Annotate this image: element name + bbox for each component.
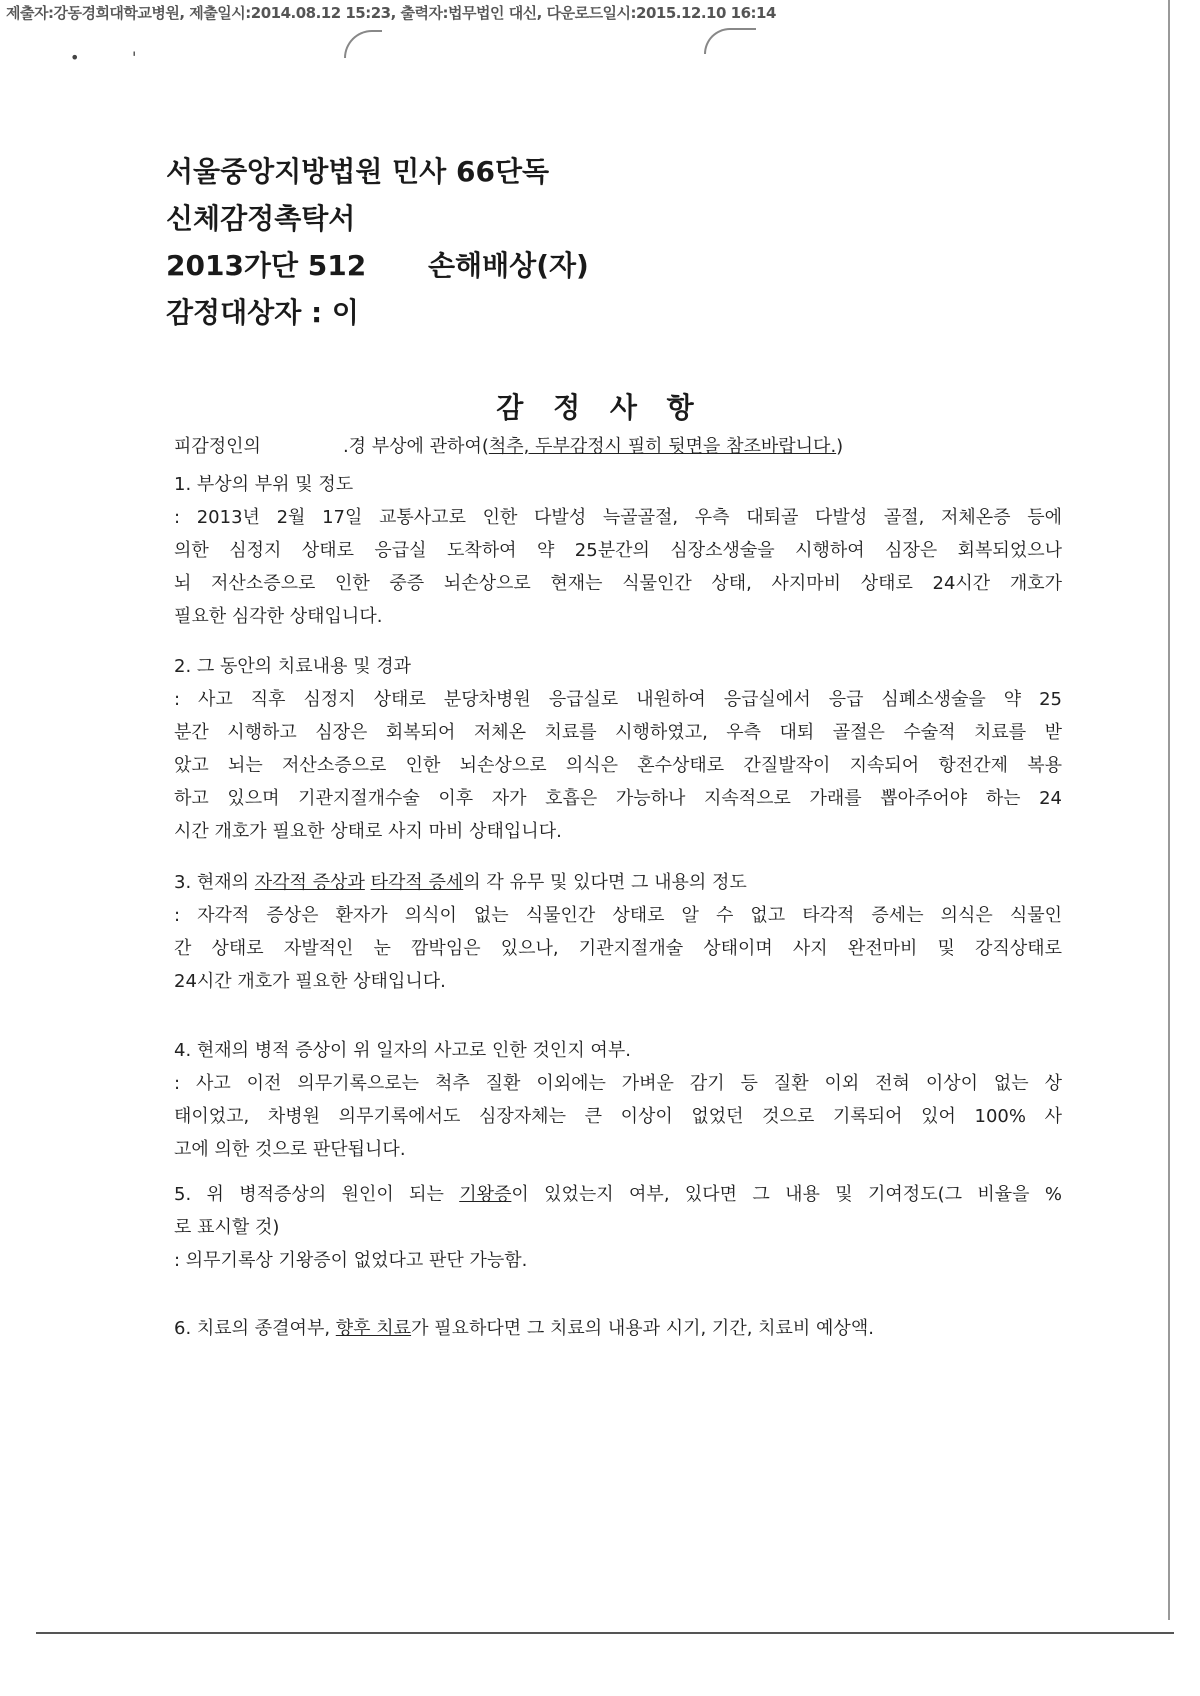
intro-post: ) — [836, 436, 844, 457]
item-heading: 2. 그 동안의 치료내용 및 경과 — [174, 656, 412, 677]
item-3 — [174, 866, 1062, 998]
appraisal-subject: 감정대상자 : 이 — [166, 296, 359, 329]
item-4 — [174, 1034, 1062, 1166]
item-line: 의한 심정지 상태로 응급실 도착하여 약 25분간의 심장소생술을 시행하여 심장은 회복되었으나 — [174, 540, 1062, 561]
item-line: 분간 시행하고 심장은 회복되어 저체온 치료를 시행하였고, 우측 대퇴 골절은 수술적 치료를 받 — [174, 722, 1062, 743]
page-bottom-rule — [36, 1632, 1174, 1634]
page-edge-rule — [1168, 0, 1170, 1620]
item-1 — [174, 468, 1062, 633]
intro-line — [174, 430, 1062, 463]
document-type: 신체감정촉탁서 — [166, 202, 356, 235]
item-line: 시간 개호가 필요한 상태로 사지 마비 상태입니다. — [174, 821, 562, 842]
item-line: : 사고 직후 심정지 상태로 분당차병원 응급실로 내원하여 응급실에서 응급 심폐소생술을 약 25 — [174, 689, 1062, 710]
item-line: : 자각적 증상은 환자가 의식이 없는 식물인간 상태로 알 수 없고 타각적 증세는 의식은 식물인 — [174, 905, 1062, 926]
heading-text: 5. 위 병적증상의 원인이 되는 — [174, 1184, 460, 1205]
submission-stamp-line: 제출자:강동경희대학교병원, 제출일시:2014.08.12 15:23, 출력자:법무법인 대신, 다운로드일시:2015.12.10 16:14 — [6, 4, 776, 22]
heading-underlined: 향후 치료 — [335, 1318, 412, 1339]
item-2 — [174, 650, 1062, 848]
page-mark-decoration — [704, 28, 756, 54]
item-heading: 1. 부상의 부위 및 정도 — [174, 474, 354, 495]
item-line: 태이었고, 차병원 의무기록에서도 심장자체는 큰 이상이 없었던 것으로 기록되어 있어 100% 사 — [174, 1106, 1062, 1127]
item-heading-continued: 로 표시할 것) — [174, 1217, 280, 1238]
heading-underlined: 자각적 증상과 — [254, 872, 365, 893]
case-number: 2013가단 512 — [166, 249, 367, 282]
item-line: 하고 있으며 기관지절개수술 이후 자가 호흡은 가능하나 지속적으로 가래를 뽑아주어야 하는 24 — [174, 788, 1062, 809]
section-title: 감 정 사 항 — [496, 391, 704, 424]
item-heading: 4. 현재의 병적 증상이 위 일자의 사고로 인한 것인지 여부. — [174, 1040, 631, 1061]
item-6 — [174, 1312, 1062, 1345]
case-line — [166, 242, 589, 289]
intro-underlined-note: 척추, 두부감정시 필히 뒷면을 참조바랍니다. — [488, 436, 837, 457]
page-mark-decoration — [344, 30, 382, 58]
item-line: : 사고 이전 의무기록으로는 척추 질환 이외에는 가벼운 감기 등 질환 이외 전혀 이상이 없는 상 — [174, 1073, 1062, 1094]
item-line: 뇌 저산소증으로 인한 중증 뇌손상으로 현재는 식물인간 상태, 사지마비 상태로 24시간 개호가 — [174, 573, 1062, 594]
case-type: 손해배상(자) — [428, 249, 589, 282]
heading-underlined: 기왕증 — [459, 1184, 512, 1205]
heading-text: 3. 현재의 — [174, 872, 255, 893]
heading-text: 6. 치료의 종결여부, — [174, 1318, 336, 1339]
document-header — [166, 148, 589, 336]
scan-speck: ' — [132, 48, 137, 67]
item-5 — [174, 1178, 1062, 1277]
item-heading — [174, 1178, 1062, 1211]
item-line: 간 상태로 자발적인 눈 깜박임은 있으나, 기관지절개술 상태이며 사지 완전마비 및 강직상태로 — [174, 938, 1062, 959]
heading-text: 의 각 유무 및 있다면 그 내용의 정도 — [463, 872, 747, 893]
item-line: : 2013년 2월 17일 교통사고로 인한 다발성 늑골골절, 우측 대퇴골 다발성 골절, 저체온증 등에 — [174, 507, 1062, 528]
heading-text: 가 필요하다면 그 치료의 내용과 시기, 기간, 치료비 예상액. — [411, 1318, 874, 1339]
scan-speck: • — [70, 48, 80, 67]
heading-text: 이 있었는지 여부, 있다면 그 내용 및 기여정도(그 비율을 % — [511, 1184, 1062, 1205]
item-heading — [174, 866, 1062, 899]
item-line: 필요한 심각한 상태입니다. — [174, 606, 383, 627]
item-line: 고에 의한 것으로 판단됩니다. — [174, 1139, 406, 1160]
item-heading — [174, 1312, 1062, 1345]
intro-mid: .경 부상에 관하여( — [342, 436, 489, 457]
heading-underlined: 타각적 증세 — [370, 872, 464, 893]
item-line: 았고 뇌는 저산소증으로 인한 뇌손상으로 의식은 혼수상태로 간질발작이 지속되어 항전간제 복용 — [174, 755, 1062, 776]
intro-pre: 피감정인의 — [174, 436, 261, 457]
item-line: : 의무기록상 기왕증이 없었다고 판단 가능함. — [174, 1250, 528, 1271]
item-line: 24시간 개호가 필요한 상태입니다. — [174, 971, 446, 992]
court-name: 서울중앙지방법원 민사 66단독 — [166, 155, 550, 188]
